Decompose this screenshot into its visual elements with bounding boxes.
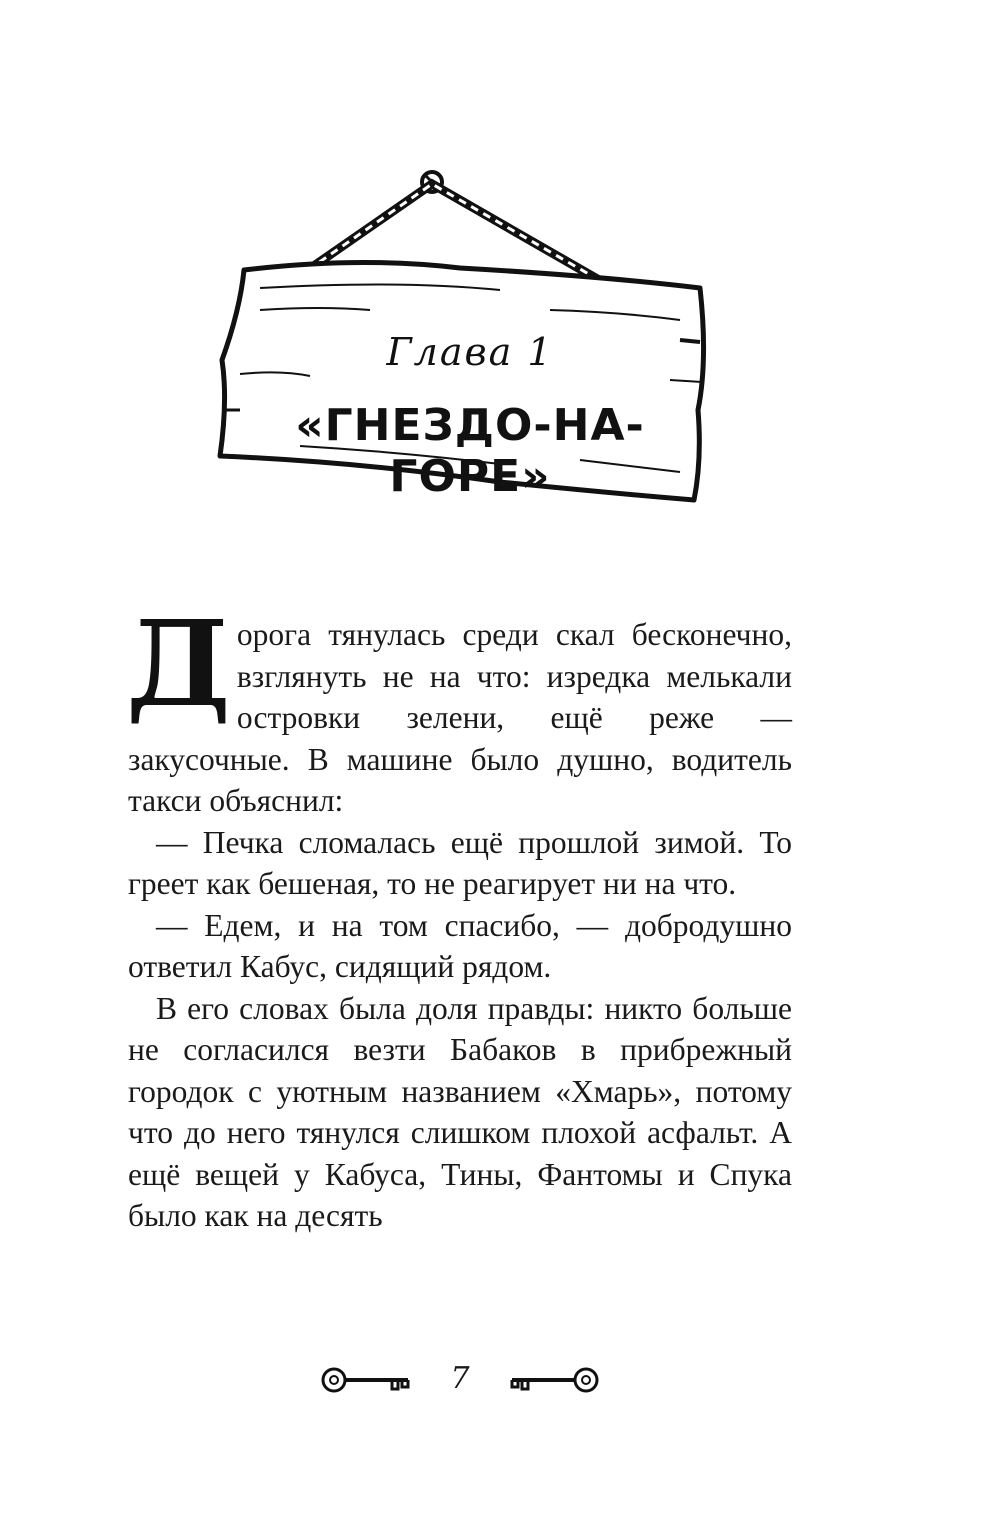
key-icon — [320, 1363, 410, 1397]
paragraph: В его словах была доля правды: никто больше не согласился везти Бабаков в прибрежный городок с уютным названием «Хмарь», потому что до него тянулся слишком плохой асфальт. А ещё вещей у Кабуса, Тины, Фантомы и Спука было как на десять — [128, 990, 792, 1233]
key-icon — [510, 1363, 600, 1397]
paragraph: — Печка сломалась ещё прошлой зимой. То греет как бешеная, то не реагирует ни на что. — [128, 824, 792, 901]
paragraph: — Едем, и на том спасибо, — добродушно ответил Кабус, сидящий рядом. — [128, 907, 792, 984]
body-text — [126, 594, 792, 1237]
drop-cap: Д — [126, 594, 231, 733]
chapter-sign — [200, 160, 740, 530]
paragraph-text: орога тянулась среди скал бесконечно, взглянуть не на что: изредка мелькали островки зелени, ещё реже — закусочные. В машине было душно, водитель такси объяснил: — [128, 617, 792, 818]
page-number: 7 — [450, 1361, 470, 1396]
chapter-label: Глава 1 — [386, 330, 554, 374]
page-footer — [320, 1355, 600, 1405]
chapter-title: «ГНЕЗДО-НА-ГОРЕ» — [295, 400, 645, 502]
paragraph — [126, 594, 792, 822]
